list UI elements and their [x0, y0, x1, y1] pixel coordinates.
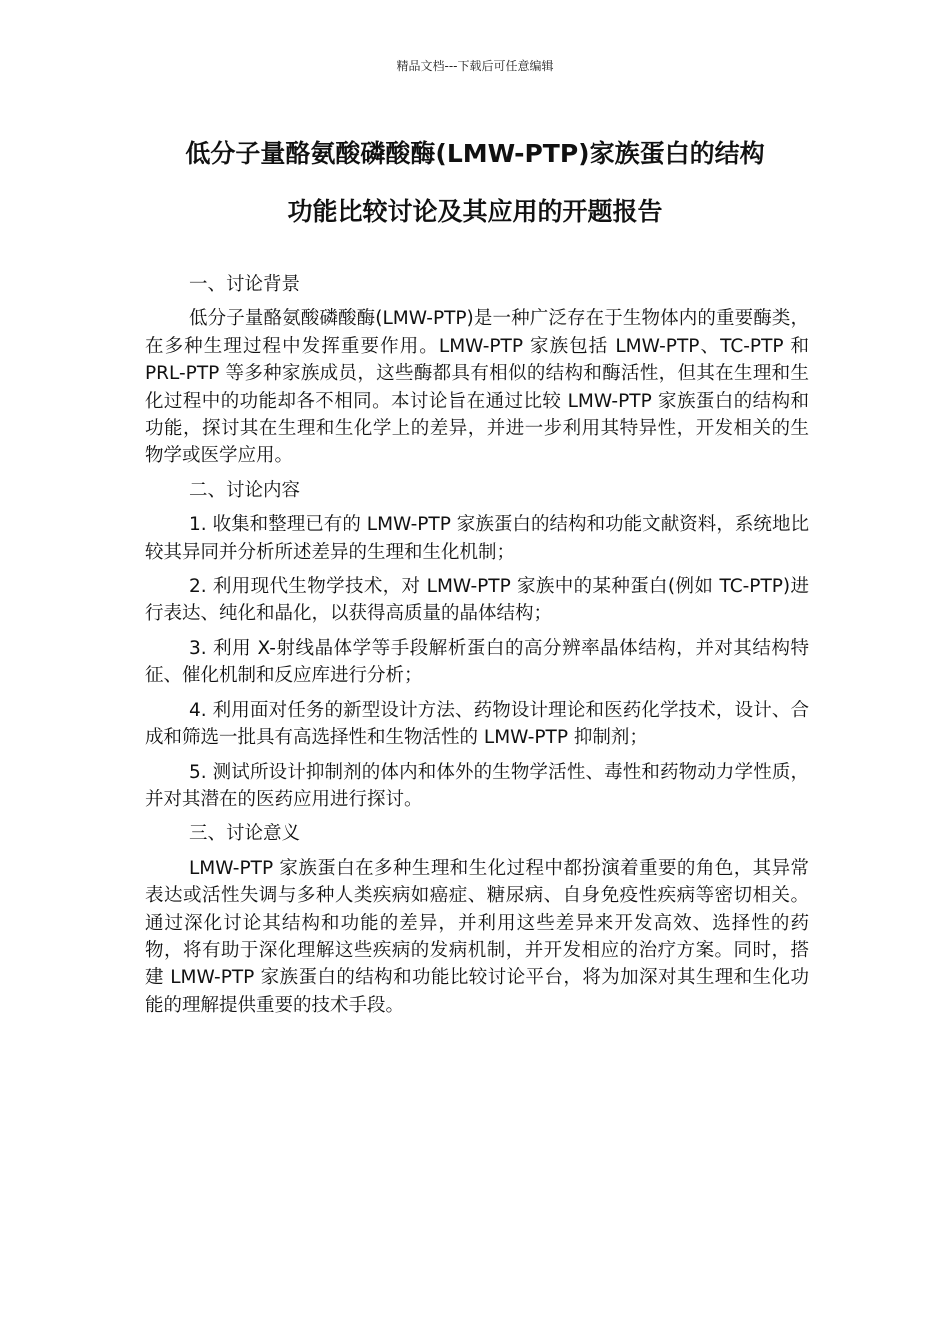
section-heading-background: 一、讨论背景 — [189, 274, 301, 295]
content-item-1: 1. 收集和整理已有的 LMW-PTP 家族蛋白的结构和功能文献资料，系统地比较其异同并分析所述差异的生理和生化机制； — [145, 514, 809, 563]
document-title-line-1: 低分子量酪氨酸磷酸酶(LMW-PTP)家族蛋白的结构 — [185, 139, 765, 168]
content-item-4: 4. 利用面对任务的新型设计方法、药物设计理论和医药化学技术，设计、合成和筛选一批具有高选择性和生物活性的 LMW-PTP 抑制剂； — [145, 699, 809, 749]
content-item-5: 5. 测试所设计抑制剂的体内和体外的生物学活性、毒性和药物动力学性质，并对其潜在的医药应用进行探讨。 — [145, 761, 809, 810]
document-title-line-2: 功能比较讨论及其应用的开题报告 — [287, 197, 663, 226]
section-heading-significance: 三、讨论意义 — [189, 823, 301, 845]
paragraph-significance: LMW-PTP 家族蛋白在多种生理和生化过程中都扮演着重要的角色，其异常表达或活性失调与多种人类疾病如癌症、糖尿病、自身免疫性疾病等密切相关。通过深化讨论其结构和功能的差异，并利用这些差异来开发高效、选择性的药物，将有助于深化理解这些疾病的发病机制，并开发相应的治疗方案。同时，搭建 LMW-PTP 家族蛋白的结构和功能比较讨论平台，将为加深对其生理和生化功能的理解提供重要的技术手段。 — [145, 857, 809, 1016]
paragraph-background: 低分子量酪氨酸磷酸酶(LMW-PTP)是一种广泛存在于生物体内的重要酶类，在多种生理过程中发挥重要作用。LMW-PTP 家族包括 LMW-PTP、TC-PTP 和 PRL-PTP 等多种家族成员，这些酶都具有相似的结构和酶活性，但其在生理和生化过程中的功能却各不相同。本讨论旨在通过比较 LMW-PTP 家族蛋白的结构和功能，探讨其在生理和生化学上的差异，并进一步利用其特异性，开发相关的生物学或医学应用。 — [145, 308, 809, 467]
section-heading-content: 二、讨论内容 — [189, 479, 301, 501]
content-item-2: 2. 利用现代生物学技术，对 LMW-PTP 家族中的某种蛋白(例如 TC-PTP)进行表达、纯化和晶化，以获得高质量的晶体结构； — [145, 576, 809, 625]
header-watermark: 精品文档---下载后可任意编辑 — [396, 59, 554, 73]
content-item-3: 3. 利用 X-射线晶体学等手段解析蛋白的高分辨率晶体结构，并对其结构特征、催化机制和反应库进行分析； — [145, 637, 809, 687]
document-body — [145, 271, 809, 1026]
